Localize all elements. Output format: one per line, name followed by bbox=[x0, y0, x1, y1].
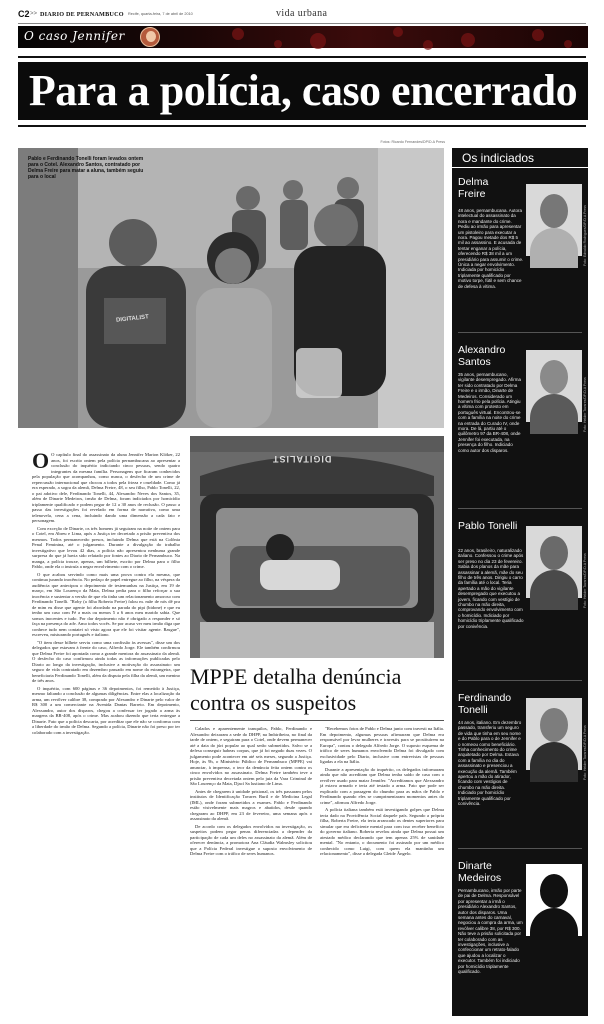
article1-body bbox=[32, 448, 180, 1022]
article2-paragraph: Calados e aparentemente tranquilos, Pablo, Ferdinando e Alexandro deixaram a sede do DHPP, na Imbiribeira, no final da tarde de ontem, e seguiram para o Cotel, onde devem permanecer até a data do júri popular ao qual serão submetidos. Salvo se a defesa conseguir habeas corpus, que já foi negado duas vezes. O julgamento pode acontecer em até seis meses, segundo a Justiça. Hoje, às 9h, o Ministério Público de Pernambuco (MPPE) vai anunciar, à imprensa, o teor da denúncia feita ontem contra os cinco envolvidos no assassinato. Delma Freire também teve a prisão preventiva decretada ontem pelo juiz da Vara Criminal de São Lourenço da Mata, Djací Sa lustiano de Lima. bbox=[190, 726, 312, 786]
article2-col2 bbox=[320, 726, 444, 1016]
suspect-photo bbox=[526, 698, 582, 770]
suspect-photo bbox=[526, 526, 582, 598]
arrest-photo-illustration bbox=[18, 148, 444, 428]
photo-credit: Fotos: Ricardo Fernandes/DP/D.A Press bbox=[380, 140, 445, 144]
suspect-text-overflow bbox=[458, 268, 582, 326]
sidebar-title: Os indiciados bbox=[462, 151, 535, 165]
suspect-text: Pernambucano, irmão por parte de pai de Delma. Responsável por apresentar a irmã o presidiário Alexandro Santos, autor dos disparos. Uma semana antes do carnaval, negociou a compra da arma, um revólver calibre 38, por R$ 300. Não teve a prisão solicitada por ter colaborado com as investigações, inclusive a confeccionar um retrato-falado que ajudou a localizar o executor. Também foi indiciado por homicídio triplamente qualificado. bbox=[458, 888, 523, 975]
suspect-text: 44 anos, italiano. Em dezembro passado, transferiu um seguro de vida que tinha em seu nome e do Pablo para o de Jennifer e o nomeou como beneficiário. Tinha conhecimento do crime arquitetado por Delma. Estava com a família no dia do assassinato e presenciou a execução da alemã. Também apertou a mão do atirador, ficando com vestígios de chumbo na mão direita. Indiciado por homicídio triplamente qualificado por conivência. bbox=[458, 720, 522, 807]
photo-credit: Foto: Helder Tavares/DP/D.A Press bbox=[583, 725, 587, 780]
suspect-photo bbox=[526, 184, 582, 256]
photo-credit: Foto: Helder Tavares/DP/D.A Press bbox=[583, 377, 587, 432]
main-headline: Para a polícia, caso encerrado bbox=[28, 66, 578, 115]
suspect-name: Dinarte Medeiros bbox=[458, 860, 502, 884]
case-banner bbox=[18, 26, 588, 48]
suspect-name: Ferdinando Tonelli bbox=[458, 692, 512, 716]
suspect-card-dinarte bbox=[452, 854, 588, 1014]
suspect-name: Delma Freire bbox=[458, 176, 489, 200]
suspect-photo bbox=[526, 350, 582, 422]
case-label: O caso Jennifer bbox=[24, 29, 125, 43]
victim-portrait-icon bbox=[140, 27, 160, 47]
article2-paragraph: A polícia italiana também está investigando golpes que Delma teria dado na Providência Social daquele país. Segundo a própria filha, Roberta Freire, ela teria arrancado os dentes superiores para simular que era deficiente mental para com isso receber benefício do governo italiano. Roberta revelou ainda que Delma possui um atestado médico declarando que tem apenas 25% de sanidade mental. "No entanto, o documento foi assinado por um médico conhecido como Luigi, com quem ela mantinha um relacionamento", disse a delegada Gleide Ângelo. bbox=[320, 807, 444, 856]
article2-headline: MPPE detalha denúncia contra os suspeitos bbox=[190, 664, 402, 715]
photo-caption: Pablo e Ferdinando Tonelli foram levados ontem para o Cotel. Alexandro Santos, contratado por Delma Freire para matar a aluna, também seguiu para o local bbox=[28, 156, 144, 180]
suspect-card-pablo bbox=[452, 514, 588, 684]
sidebar-header bbox=[452, 148, 588, 168]
article1-paragraph: O inquérito, com 600 páginas e 36 depoimentos, foi remetido à Justiça, mesmo faltando a conclusão de algumas diligências. Entre elas a localização da arma, um revólver calibre 38, comprado por Alexandro e Dinarte pelo valor de R$ 300 a um comerciante na Avenida Dantas Barreto. Em depoimento, Alexsandro, autor dos disparos, chegou a confessar ter jogado a arma às margens da BR-408, após o crime. Mas acabou dizendo que teria entregue a Dinarte. Fato que a polícia descarta, por acreditar que ele não se conforma com a liberdade do irmão de Delma. Segundo a polícia, Dinarte não foi preso por ter colaborado com a investigação. bbox=[32, 685, 180, 735]
photo-credit: Foto: Edvaldo Rodrigues/DP/D.A Press bbox=[583, 205, 587, 266]
section-name: vida urbana bbox=[276, 8, 328, 19]
photo-credit: Foto: Helder Tavares/DP/D.A Press bbox=[583, 553, 587, 608]
page-number: C2 bbox=[18, 9, 30, 19]
car-text: DIGITALIST bbox=[272, 454, 332, 464]
chevrons: >> bbox=[30, 11, 38, 17]
article2-paragraph: Durante a apresentação do inquérito, os delegados informaram ainda que não acreditam que Delma tenha saído de casa com o revólver usado para matar Jennifer. "Acreditamos que Alexsandro já estava armado e teria até testado a arma. Fato que pode ser explicado com a passagem do chumbo para as mãos de Pablo e Ferdinando quando eles se cumprimentaram momentos antes do crime", afirmou Alfredo Jorge. bbox=[320, 766, 444, 805]
article2-paragraph: Antes de chegarem à unidade prisional, os três passaram pelos institutos de Identificação Tavares Buril e de Medicina Legal (IML), onde foram submetidos a exames. Pablo e Ferdinando estão visivelmente mais magros e abatidos, desde quando chegaram ao DHPP, em 23 de fevereiro, uma semana após o assassinato da alemã. bbox=[190, 788, 312, 821]
suspect-text: 22 anos, brasileiro, naturalizado italiano. Confessou o crime após ser preso no dia 23 de fevereiro. Sabia dos planos da mãe para assassinar a alemã, mãe do seu filho de três anos. Dirigiu o carro da família até o local. Teria apertado a mão do vigilante desempregado que executou a jovem, ficando com vestígio de chumbo na mão direita, comprovando envolvimento com o homicídio. Indiciado por homicídio triplamente qualificado por conivência. bbox=[458, 548, 524, 629]
suspect-name: Alexandro Santos bbox=[458, 344, 506, 368]
article2-paragraph: De acordo com os delegados envolvidos na investigação, os suspeitos podem pegar penas diferenciadas a depender da participação de cada um deles no assassinato da alemã. Além de oferecer denúncia, a promotora Ana Cláudia Walmsley solicitou que a Polícia Federal investigue o suposto envolvimento de Delma Freire com o tráfico de seres humanos. bbox=[190, 823, 312, 856]
newspaper-name: DIARIO DE PERNAMBUCO bbox=[40, 11, 124, 18]
suspect-card-ferdinando bbox=[452, 686, 588, 846]
article2-paragraph: "Recebemos fotos de Pablo e Delma junto com travesti na Itália. Em depoimento, algumas pessoas afirmaram que Delma era responsável por levar mulheres e travestis para se prostituírem na Europa", contou o delegado Alfredo Jorge. O suposto esquema de tráfico de seres humanos envolvendo Delma foi divulgado com exclusividade pelo Diario, inclusive com entrevistas de pessoas ligadas a ela na Itália. bbox=[320, 726, 444, 764]
silhouette-icon bbox=[526, 864, 582, 936]
article2-col1 bbox=[190, 726, 312, 1016]
article1-paragraph: "O item desse bilhete serviu como uma confissão às avessas", disse um dos delegados que estavam à frente do caso, Alfredo Jorge. Ele também confirmou que Delma Freire foi apontada como a grande mentora do assassinato da alemã. O desfecho do caso confirmou ainda todas as informações publicadas pelo Diario ao longo da investigação, inclusive a motivação do assassinato: um seguro de vida contratado em dezembro passado em nome da estrangeira, que beneficiaria Ferdinando Tonelli, além da disputa pela filha da alemã, um menino de três anos. bbox=[32, 639, 180, 683]
suspect-name: Pablo Tonelli bbox=[458, 520, 518, 532]
car-photo bbox=[190, 436, 444, 658]
issue-date: Recife, quarta-feira, 7 de abril de 2010 bbox=[128, 12, 193, 16]
drop-cap: O bbox=[32, 448, 50, 473]
suspect-text: 48 anos, pernambucana. Autora intelectual do assassinato da nora e mandante do crime. Pediu ao irmão para apresentar um pistoleiro para executar a nora. Pagou metade dos R$ 5 mil ao assassino. E acusada de tentar enganar a polícia, oferecendo R$ 38 mil a um presidiário para assumir o crime. Única a negar envolvimento. Indiciada por homicídio triplamente qualificado por motivo torpe, fútil e sem chance de defesa à vítima. bbox=[458, 208, 524, 289]
page-header bbox=[18, 8, 588, 22]
article1-paragraph: Com exceção de Dinarte, os três homens já seguiram na noite de ontem para o Cotel, em Abreu e Lima, após a Justiça ter decretado a prisão preventiva dos mesmos. Todos permanecerão presos, incluindo Delma que está na Colônia Penal Feminina, até o julgamento. Durante a divulgação do trabalho investigativo que levou 42 dias, a polícia não apresentou nenhuma grande surpresa do que já havia sido relatado por fontes ao Diario de Pernambuco. Na manga, a polícia trouxe, apenas, um bilhete, escrito por Delma para o filho Pablo, onde ela o instruía a negar envolvimento com o crime. bbox=[32, 525, 180, 569]
car-photo-illustration bbox=[190, 436, 444, 658]
suspect-card-delma bbox=[452, 170, 588, 328]
suspect-text: 35 anos, pernambucano, vigilante desempregado. Afirma ter sido contratado por Delma Freire e o irmão, Dinarte de Medeiros. Considerado um homem frio pela polícia. Atingiu a vítima com protesto em português virtual. Encontrou-se com a família na noite do crime na entrada do Curado IV, onde mora. De lá, partiu até o quilômetro 97 da BR-408, onde Jennifer foi executada, na presença do filho. Indiciado como autor dos disparos. bbox=[458, 372, 522, 453]
article1-paragraph: O que acabou servindo como mais uma prova contra ela mesma, que continua jurando inocência. No pedaço de papel entregue ao filho, na véspera da audiência que antecipou o depoimento de testemunhas na Justiça, em 19 de março, em São Lourenço da Mata, Delma pedia para o filho reforçar a sua inocência e sustentar a versão de que ela tinha um relacionamento amoroso com Ferdinando Tonelli. "Roby (a filha Roberta Freire) falou m. mãe de nós dê pra de mim eu disse que agente foi abordado na parada do pipi (bidone) e que eu tenho um caso com Fé a mais ou menos 5 a 6 anos meu marido sabia. Que somos inocentes e tudo. Por dar depoimento não é obrigado a responder e só faça na presença do adv. Amo todos vocês. Se por acaso ver meu irmão diga que conhece tudo nem contatei só visto agora que ele foi visitar agente. Rasgue", escreveu, misturando português e italiano. bbox=[32, 571, 180, 637]
main-headline-bar bbox=[18, 62, 588, 120]
suspect-card-alexandro bbox=[452, 338, 588, 506]
article1-paragraph: O O capítulo final do assassinato da aluna Jennifer Marion Klöker, 22 anos, foi escrito ontem pela polícia pernambucana ao apresentar a conclusão do inquérito indiciando cinco pessoas, sendo quatro integrantes da mesma família. Personagens que ficaram conhecidos pela população que acompanhou, como nunca, o desfecho de um crime de repercussão internacional que chocou a todos pela frieza e crueldade. Como já era esperado, a sogra da alemã, Delma Freire, 48, o seu filho, Pablo Tonelli, 22, o pai adotivo dele, Ferdinando Tonelli, 44, Alexandro Neves dos Santos, 35, além de Dinarte Medeiros, irmão de Delma, foram indiciados por homicídio triplamente qualificado e podem pegar de 12 a 30 anos de reclusão. O passo a passo das investigações foi revelado em forma de narrativa, como uma telenovela, cena a cena, incluindo dando uma dimensão a cada fato e personagem. bbox=[32, 448, 180, 523]
shirt-text: DIGITALIST bbox=[115, 314, 150, 324]
main-photo bbox=[18, 148, 444, 428]
suspects-sidebar bbox=[452, 148, 588, 1016]
